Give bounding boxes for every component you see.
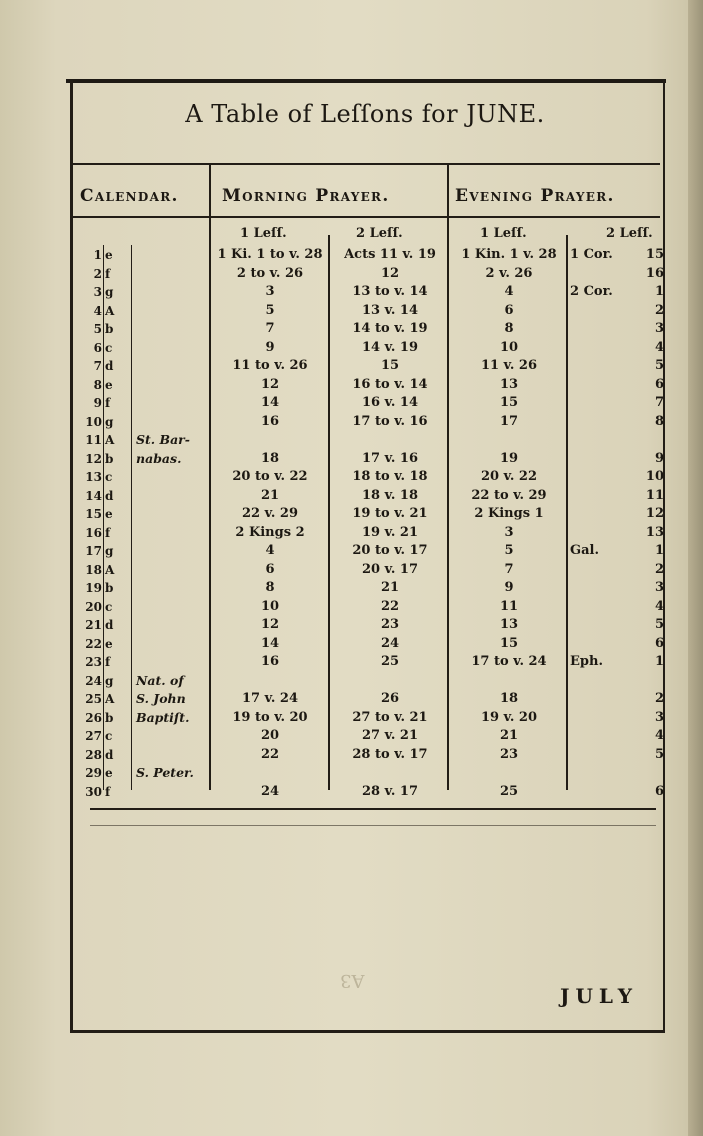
rule-under-title [72,163,660,165]
feast-name: S. Peter. [136,765,194,780]
day-number: 21 [85,618,102,632]
day-number: 30 [85,784,102,799]
evening-first-lesson: 13 [499,617,519,632]
evening-first-lesson: 15 [499,395,519,410]
evening-second-lesson-chapter: 2 [654,302,664,318]
evening-first-lesson: 3 [504,524,514,540]
evening-second-lesson-chapter: 7 [654,395,664,410]
evening-second-lesson-chapter: 5 [654,746,664,762]
table-row [0,653,703,672]
dominical-letter: A [105,692,115,706]
day-number: 4 [93,303,102,318]
evening-second-lesson-book: 1 Cor. [570,247,613,262]
dominical-letter: g [105,285,114,299]
morning-first-lesson: 16 [260,654,280,669]
day-number: 15 [85,507,102,521]
morning-second-lesson: 16 v. 14 [361,395,418,410]
evening-second-lesson-chapter: 13 [645,524,664,540]
evening-first-lesson: 21 [499,728,519,743]
evening-first-lesson: 6 [504,302,514,318]
table-row [0,431,703,450]
morning-second-lesson: 16 to v. 14 [352,376,428,392]
morning-first-lesson: 20 [260,728,280,743]
morning-second-lesson: Acts 11 v. 19 [344,247,436,262]
morning-second-lesson: 21 [380,580,400,595]
dominical-letter: g [105,544,114,558]
morning-second-lesson: 14 to v. 19 [352,321,428,336]
day-number: 29 [85,766,102,780]
table-row [0,283,703,302]
evening-second-lesson-chapter: 8 [654,413,664,429]
morning-second-lesson: 24 [380,635,400,651]
evening-second-lesson-chapter: 9 [654,450,664,466]
morning-first-lesson: 5 [265,302,275,318]
table-row [0,783,703,802]
morning-first-lesson: 8 [265,580,275,595]
morning-second-lesson: 20 v. 17 [361,561,418,577]
dominical-letter: e [105,507,113,521]
dominical-letter: c [105,599,113,614]
evening-second-lesson-chapter: 4 [654,598,664,614]
morning-first-lesson: 3 [265,284,275,299]
evening-second-lesson-chapter: 4 [654,339,664,355]
day-number: 27 [85,729,102,743]
table-row [0,635,703,654]
dominical-letter: g [105,673,114,688]
morning-second-lesson: 28 v. 17 [361,783,418,799]
morning-second-lesson: 12 [380,265,400,281]
table-row [0,616,703,635]
table-row [0,727,703,746]
subheader-evening-second-lesson: 2 Leſſ. [606,226,653,241]
table-row [0,579,703,598]
morning-second-lesson: 17 v. 16 [361,450,418,466]
day-number: 20 [85,599,102,614]
morning-second-lesson: 28 to v. 17 [352,746,428,762]
dominical-letter: e [105,636,113,651]
morning-second-lesson: 27 v. 21 [361,728,418,743]
morning-first-lesson: 7 [265,321,275,336]
day-number: 28 [85,747,102,762]
morning-first-lesson: 2 Kings 2 [235,524,305,540]
dominical-letter: e [105,766,113,780]
day-number: 22 [85,636,102,651]
morning-first-lesson: 22 v. 29 [241,506,298,521]
day-number: 12 [85,451,102,466]
day-number: 17 [85,544,102,558]
day-number: 1 [93,248,102,262]
morning-second-lesson: 18 to v. 18 [352,469,428,484]
day-number: 16 [85,525,102,540]
dominical-letter: g [105,414,114,429]
header-morning-prayer: Morning Prayer. [222,186,390,206]
evening-second-lesson-chapter: 10 [645,469,664,484]
morning-first-lesson: 17 v. 24 [241,691,298,706]
table-row [0,746,703,765]
evening-second-lesson-book: 2 Cor. [570,284,613,299]
dominical-letter: f [105,525,111,540]
table-row [0,413,703,432]
table-row [0,598,703,617]
evening-first-lesson: 17 [499,413,519,429]
morning-first-lesson: 16 [260,413,280,429]
evening-second-lesson-book: Eph. [570,654,603,669]
morning-second-lesson: 18 v. 18 [361,487,418,503]
day-number: 2 [93,266,102,281]
dominical-letter: A [105,303,115,318]
rule-under-headers [72,216,660,218]
evening-second-lesson-chapter: 2 [654,561,664,577]
dominical-letter: b [105,710,114,725]
day-number: 24 [85,673,102,688]
morning-first-lesson: 11 to v. 26 [232,358,308,373]
table-row [0,524,703,543]
evening-second-lesson-chapter: 3 [654,321,664,336]
day-number: 5 [93,322,102,336]
table-row [0,339,703,358]
evening-first-lesson: 15 [499,635,519,651]
evening-second-lesson-chapter: 16 [645,265,664,281]
evening-second-lesson-chapter: 15 [645,247,664,262]
morning-second-lesson: 19 to v. 21 [352,506,428,521]
morning-first-lesson: 6 [265,561,275,577]
evening-second-lesson-chapter: 3 [654,709,664,725]
table-row [0,450,703,469]
morning-second-lesson: 17 to v. 16 [352,413,428,429]
morning-second-lesson: 14 v. 19 [361,339,418,355]
evening-first-lesson: 25 [499,783,519,799]
dominical-letter: d [105,488,114,503]
dominical-letter: b [105,581,114,595]
table-row [0,394,703,413]
evening-first-lesson: 5 [504,543,514,558]
dominical-letter: f [105,655,111,669]
evening-second-lesson-chapter: 6 [654,376,664,392]
subheader-morning-second-lesson: 2 Leſſ. [356,226,403,241]
subheader-morning-first-lesson: 1 Leſſ. [240,226,287,241]
table-row [0,561,703,580]
day-number: 6 [93,340,102,355]
dominical-letter: c [105,729,113,743]
evening-first-lesson: 8 [504,321,514,336]
day-number: 10 [85,414,102,429]
evening-second-lesson-chapter: 3 [654,580,664,595]
dominical-letter: f [105,266,111,281]
table-row [0,320,703,339]
morning-first-lesson: 1 Ki. 1 to v. 28 [217,247,323,262]
morning-second-lesson: 19 v. 21 [361,524,418,540]
evening-first-lesson: 7 [504,561,514,577]
day-number: 18 [85,562,102,577]
dominical-letter: b [105,451,114,466]
evening-first-lesson: 23 [499,746,519,762]
evening-first-lesson: 11 v. 26 [480,358,537,373]
feast-name: Nat. of [136,672,184,688]
evening-second-lesson-chapter: 6 [654,635,664,651]
day-number: 26 [85,710,102,725]
table-row [0,468,703,487]
evening-second-lesson-chapter: 5 [654,617,664,632]
morning-first-lesson: 4 [265,543,275,558]
morning-first-lesson: 2 to v. 26 [236,265,304,281]
evening-second-lesson-chapter: 5 [654,358,664,373]
morning-first-lesson: 21 [260,487,280,503]
evening-first-lesson: 1 Kin. 1 v. 28 [461,247,557,262]
morning-first-lesson: 18 [260,450,280,466]
header-evening-prayer: Evening Prayer. [455,186,615,206]
morning-second-lesson: 20 to v. 17 [352,543,428,558]
day-number: 7 [93,359,102,373]
dominical-letter: A [105,562,115,577]
evening-first-lesson: 10 [499,339,519,355]
table-row [0,690,703,709]
dominical-letter: e [105,377,113,392]
page-title: A Table of Leſſons for JUNE. [185,100,545,128]
evening-first-lesson: 19 v. 20 [480,709,537,725]
table-row [0,672,703,691]
feast-name: St. Bar- [136,432,190,447]
day-number: 13 [85,470,102,484]
dominical-letter: f [105,396,111,410]
morning-first-lesson: 12 [260,376,280,392]
evening-first-lesson: 22 to v. 29 [471,487,547,503]
morning-second-lesson: 15 [380,358,400,373]
evening-first-lesson: 19 [499,450,519,466]
morning-first-lesson: 19 to v. 20 [232,709,308,725]
dominical-letter: d [105,747,114,762]
signature-mark: A3 [340,970,365,991]
evening-first-lesson: 2 v. 26 [485,265,533,281]
morning-first-lesson: 12 [260,617,280,632]
feast-name: Baptiſt. [136,709,190,725]
dominical-letter: d [105,359,114,373]
dominical-letter: f [105,784,111,799]
day-number: 8 [93,377,102,392]
morning-first-lesson: 14 [260,635,280,651]
evening-first-lesson: 17 to v. 24 [471,654,547,669]
evening-second-lesson-chapter: 12 [645,506,664,521]
morning-second-lesson: 27 to v. 21 [352,709,428,725]
dominical-letter: c [105,470,113,484]
table-row [0,357,703,376]
morning-first-lesson: 20 to v. 22 [232,469,308,484]
evening-first-lesson: 18 [499,691,519,706]
dominical-letter: A [105,433,115,447]
morning-first-lesson: 10 [260,598,280,614]
dominical-letter: e [105,248,113,262]
morning-first-lesson: 24 [260,783,280,799]
morning-second-lesson: 25 [380,654,400,669]
table-row [0,764,703,783]
feast-name: S. John [136,691,186,706]
dominical-letter: d [105,618,114,632]
dominical-letter: b [105,322,114,336]
evening-first-lesson: 11 [499,598,519,614]
morning-first-lesson: 22 [260,746,280,762]
dominical-letter: c [105,340,113,355]
evening-second-lesson-chapter: 4 [654,728,664,743]
evening-second-lesson-chapter: 1 [654,543,664,558]
table-row [0,265,703,284]
evening-first-lesson: 20 v. 22 [480,469,537,484]
bottom-rule-faint [90,825,656,826]
morning-second-lesson: 26 [380,691,400,706]
evening-second-lesson-chapter: 2 [654,691,664,706]
day-number: 14 [85,488,102,503]
morning-first-lesson: 9 [265,339,275,355]
table-row [0,709,703,728]
evening-second-lesson-chapter: 1 [654,284,664,299]
morning-second-lesson: 22 [380,598,400,614]
feast-name: nabas. [136,450,182,466]
day-number: 19 [85,581,102,595]
evening-second-lesson-chapter: 6 [654,783,664,799]
day-number: 11 [85,433,102,447]
table-row [0,246,703,265]
bottom-rule [90,808,656,810]
table-row [0,302,703,321]
day-number: 23 [85,655,102,669]
morning-second-lesson: 23 [380,617,400,632]
table-row [0,505,703,524]
evening-second-lesson-chapter: 1 [654,654,664,669]
table-row [0,376,703,395]
evening-first-lesson: 2 Kings 1 [474,506,544,521]
day-number: 3 [93,285,102,299]
evening-first-lesson: 13 [499,376,519,392]
subheader-evening-first-lesson: 1 Leſſ. [480,226,527,241]
evening-second-lesson-book: Gal. [570,543,599,558]
evening-second-lesson-chapter: 11 [645,487,664,503]
evening-first-lesson: 9 [504,580,514,595]
morning-second-lesson: 13 v. 14 [361,302,418,318]
day-number: 25 [85,692,102,706]
evening-first-lesson: 4 [504,284,514,299]
morning-second-lesson: 13 to v. 14 [352,284,428,299]
morning-first-lesson: 14 [260,395,280,410]
header-calendar: Calendar. [80,186,179,206]
catchword: JULY [560,984,638,1008]
day-number: 9 [93,396,102,410]
table-row [0,487,703,506]
table-row [0,542,703,561]
